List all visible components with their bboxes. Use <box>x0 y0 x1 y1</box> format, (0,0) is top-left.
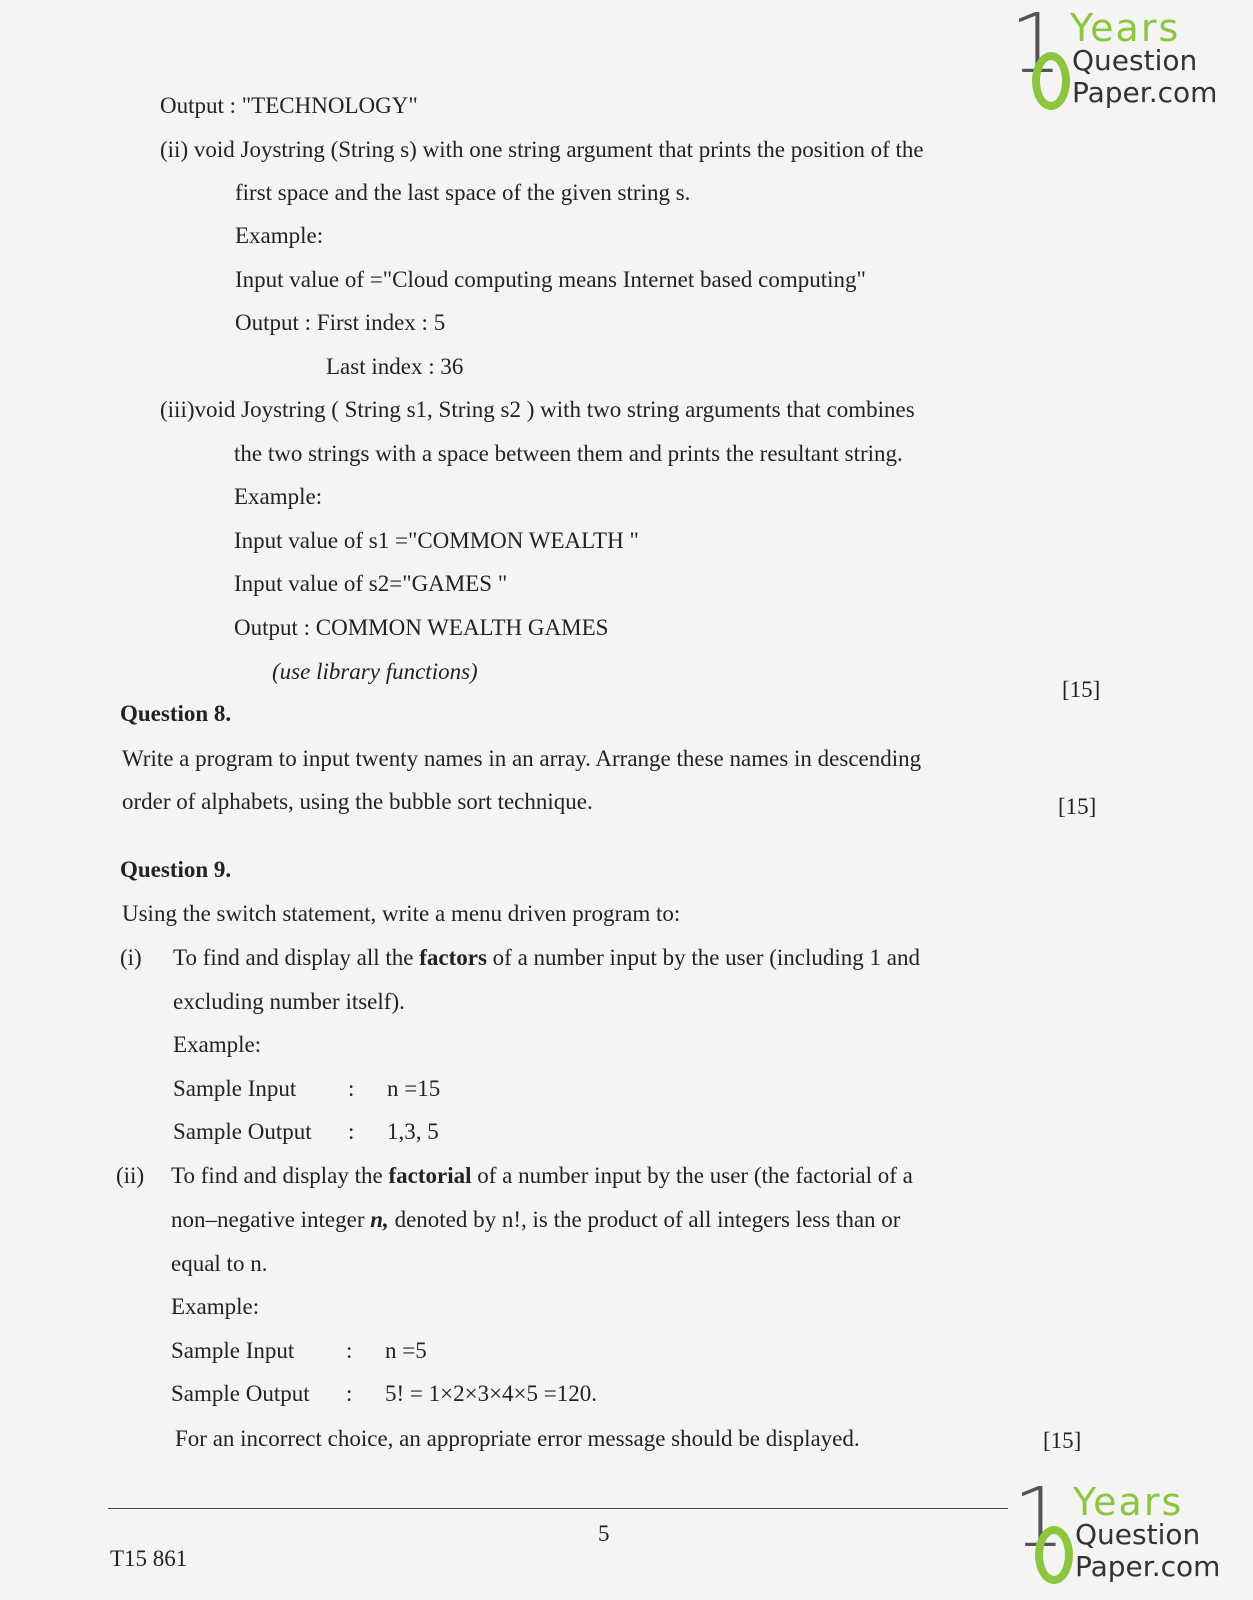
part-i-sample-input-colon: : <box>348 1076 355 1101</box>
n-variable: n, <box>370 1207 389 1232</box>
factorial-sample-input-colon: : <box>346 1338 353 1363</box>
marks-q7: [15] <box>1062 677 1101 702</box>
factorial-sample-output-label: Sample Output <box>171 1381 310 1406</box>
logo-zero-ring <box>1032 52 1070 110</box>
logo-one: 1 <box>1010 0 1063 92</box>
page-number: 5 <box>598 1521 610 1546</box>
factors-word: factors <box>419 945 487 970</box>
factorial-sample-output-value: 5! = 1×2×3×4×5 =120. <box>385 1381 597 1406</box>
part-i-sample-output-value: 1,3, 5 <box>387 1119 439 1144</box>
brand-logo-top <box>1010 0 1230 118</box>
part-i-sample-input-value: n =15 <box>387 1076 441 1101</box>
part-iii-output: Output : COMMON WEALTH GAMES <box>234 615 609 640</box>
factorial-sample-input-value: n =5 <box>385 1338 427 1363</box>
question-9-intro: Using the switch statement, write a menu driven program to: <box>122 901 681 926</box>
part-iii-heading: (iii)void Joystring ( String s1, String s2 ) with two string arguments that combines <box>160 397 915 422</box>
part-i-sample-output-colon: : <box>348 1119 355 1144</box>
factorial-text-3: equal to n. <box>171 1251 268 1276</box>
output-technology: Output : "TECHNOLOGY" <box>160 93 418 118</box>
logo-zero-ring <box>1035 1526 1073 1584</box>
part-iii-text: the two strings with a space between them and prints the resultant string. <box>234 441 903 466</box>
library-note: (use library functions) <box>272 659 478 684</box>
part-ii-input: Input value of ="Cloud computing means Internet based computing" <box>235 267 866 292</box>
part-i-example-label: Example: <box>173 1032 262 1057</box>
factorial-example-label: Example: <box>171 1294 260 1319</box>
factorial-text-1: To find and display the factorial of a number input by the user (the factorial of a <box>171 1163 913 1188</box>
logo-paper: Paper.com <box>1072 76 1218 109</box>
part-i-sample-output-label: Sample Output <box>173 1119 312 1144</box>
marks-q8: [15] <box>1058 794 1097 819</box>
logo-question: Question <box>1075 1518 1201 1551</box>
part-i-sample-input-label: Sample Input <box>173 1076 297 1101</box>
part-i-text-2: excluding number itself). <box>173 989 405 1014</box>
brand-logo-bottom <box>1013 1471 1233 1592</box>
part-iii-example-label: Example: <box>234 484 323 509</box>
factorial-sample-input-label: Sample Input <box>171 1338 295 1363</box>
factorial-word: factorial <box>388 1163 472 1188</box>
part-ii-text: first space and the last space of the given string s. <box>235 180 691 205</box>
part-ii-heading: (ii) void Joystring (String s) with one string argument that prints the position of the <box>160 137 924 162</box>
footer-rule <box>108 1508 1008 1509</box>
question-8-text-2: order of alphabets, using the bubble sort technique. <box>122 789 593 814</box>
part-ii-output-first: Output : First index : 5 <box>235 310 446 335</box>
part-i-text-1: To find and display all the factors of a number input by the user (including 1 and <box>173 945 920 970</box>
paper-code: T15 861 <box>110 1546 188 1571</box>
question-8-title: Question 8. <box>120 701 232 726</box>
factorial-sample-output-colon: : <box>346 1381 353 1406</box>
part-ii-example-label: Example: <box>235 223 324 248</box>
incorrect-choice-note: For an incorrect choice, an appropriate error message should be displayed. <box>175 1426 860 1451</box>
question-8-text-1: Write a program to input twenty names in an array. Arrange these names in descending <box>122 746 922 771</box>
logo-question: Question <box>1072 44 1198 77</box>
question-9-title: Question 9. <box>120 857 232 882</box>
part-ii-output-last: Last index : 36 <box>326 354 464 379</box>
logo-years: Years <box>1070 6 1181 50</box>
logo-one: 1 <box>1013 1471 1066 1566</box>
logo-paper: Paper.com <box>1075 1550 1221 1583</box>
factorial-text-2: non–negative integer n, denoted by n!, is the product of all integers less than or <box>171 1207 901 1232</box>
logo-years: Years <box>1073 1480 1184 1524</box>
part-iii-input-s1: Input value of s1 ="COMMON WEALTH " <box>234 528 639 553</box>
part-ii-number: (ii) <box>116 1163 145 1188</box>
part-i-number: (i) <box>120 945 142 970</box>
marks-q9: [15] <box>1043 1428 1082 1453</box>
part-iii-input-s2: Input value of s2="GAMES " <box>234 571 508 596</box>
